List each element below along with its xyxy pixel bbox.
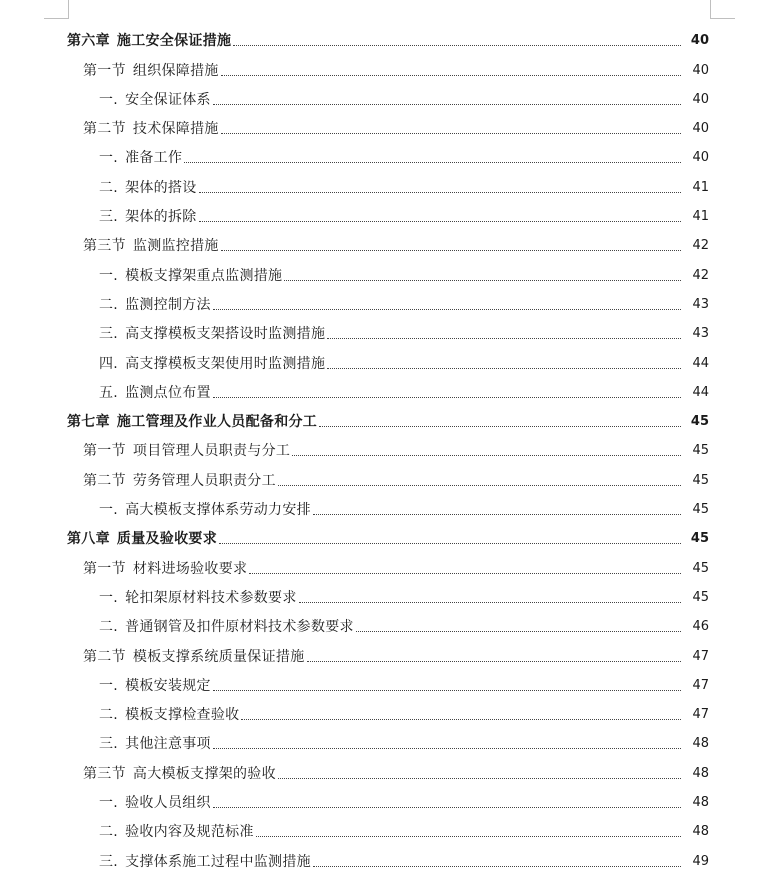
toc-entry-number: 三.: [99, 853, 119, 870]
toc-chapter-entry[interactable]: [0, 21, 777, 50]
toc-entry-label: [99, 91, 211, 109]
dot-leader: [299, 601, 681, 603]
toc-entry-number: 一.: [99, 677, 119, 694]
toc-page-number: 43: [692, 296, 709, 312]
toc-entry-label: [83, 62, 219, 80]
toc-entry-label: [83, 442, 290, 460]
toc-subsection-entry[interactable]: [0, 490, 777, 519]
toc-entry-label: [99, 325, 325, 343]
toc-entry-title: 高大模板支撑体系劳动力安排: [125, 502, 311, 519]
toc-entry-number: 第八章: [67, 531, 110, 548]
toc-entry-number: 第六章: [67, 33, 110, 50]
dot-leader: [199, 220, 681, 222]
toc-subsection-entry[interactable]: [0, 666, 777, 695]
dot-leader: [313, 513, 681, 515]
toc-entry-label: [83, 472, 276, 490]
page-corner-mark-left: [44, 0, 69, 19]
toc-subsection-entry[interactable]: [0, 373, 777, 402]
toc-entry-number: 二.: [99, 707, 119, 724]
toc-section-entry[interactable]: [0, 109, 777, 138]
toc-section-entry[interactable]: [0, 460, 777, 489]
dot-leader: [284, 279, 681, 281]
toc-entry-label: [99, 355, 325, 373]
toc-page-number: 40: [692, 62, 709, 78]
toc-page-number: 40: [690, 33, 709, 49]
toc-entry-label: [99, 208, 197, 226]
toc-entry-number: 一.: [99, 589, 119, 606]
toc-entry-title: 高大模板支撑架的验收: [132, 765, 276, 782]
toc-page-number: 44: [692, 355, 709, 371]
toc-entry-title: 支撑体系施工过程中监测措施: [125, 853, 311, 870]
toc-section-entry[interactable]: [0, 50, 777, 79]
toc-entry-label: [99, 706, 239, 724]
toc-entry-number: 三.: [99, 326, 119, 343]
dot-leader: [221, 249, 681, 251]
toc-entry-label: [99, 149, 182, 167]
dot-leader: [241, 718, 681, 720]
toc-entry-title: 项目管理人员职责与分工: [132, 443, 291, 460]
toc-entry-title: 施工安全保证措施: [116, 33, 232, 50]
toc-entry-title: 模板支撑架重点监测措施: [125, 267, 283, 284]
toc-page-number: 49: [692, 853, 709, 869]
toc-subsection-entry[interactable]: [0, 255, 777, 284]
toc-entry-title: 轮扣架原材料技术参数要求: [125, 589, 297, 606]
toc-entry-title: 监测监控措施: [132, 238, 219, 255]
toc-entry-number: 第三节: [83, 238, 126, 255]
toc-entry-title: 监测点位布置: [125, 384, 211, 401]
dot-leader: [278, 777, 681, 779]
toc-page-number: 47: [692, 648, 709, 664]
toc-section-entry[interactable]: [0, 753, 777, 782]
toc-entry-title: 高支撑模板支架使用时监测措施: [125, 355, 326, 372]
toc-entry-title: 模板安装规定: [125, 677, 211, 694]
dot-leader: [256, 835, 681, 837]
toc-entry-number: 二.: [99, 179, 119, 196]
dot-leader: [327, 337, 681, 339]
dot-leader: [213, 689, 681, 691]
toc-page-number: 45: [690, 531, 709, 547]
toc-entry-number: 第二节: [83, 472, 126, 489]
toc-section-entry[interactable]: [0, 431, 777, 460]
toc-page-number: 44: [692, 384, 709, 400]
dot-leader: [307, 660, 681, 662]
toc-page-number: 42: [692, 267, 709, 283]
toc-entry-number: 四.: [99, 355, 119, 372]
toc-entry-number: 一.: [99, 795, 119, 812]
toc-entry-number: 二.: [99, 296, 119, 313]
toc-entry-number: 一.: [99, 502, 119, 519]
toc-entry-number: 第一节: [83, 560, 126, 577]
dot-leader: [184, 161, 681, 163]
toc-page-number: 40: [692, 91, 709, 107]
toc-entry-title: 材料进场验收要求: [132, 560, 248, 577]
toc-subsection-entry[interactable]: [0, 607, 777, 636]
toc-entry-number: 一.: [99, 150, 119, 167]
toc-entry-number: 第三节: [83, 765, 126, 782]
toc-page-number: 45: [692, 472, 709, 488]
dot-leader: [313, 865, 681, 867]
toc-page-number: 48: [692, 736, 709, 752]
toc-entry-label: [99, 823, 254, 841]
toc-section-entry[interactable]: [0, 636, 777, 665]
dot-leader: [221, 74, 681, 76]
toc-section-entry[interactable]: [0, 226, 777, 255]
toc-entry-label: [99, 179, 197, 197]
toc-entry-title: 架体的搭设: [125, 179, 197, 196]
toc-entry-label: [99, 794, 211, 812]
toc-entry-title: 质量及验收要求: [116, 531, 218, 548]
toc-page-number: 48: [692, 765, 709, 781]
toc-entry-number: 第一节: [83, 443, 126, 460]
toc-entry-label: [83, 237, 219, 255]
toc-entry-number: 五.: [99, 384, 119, 401]
toc-entry-label: [99, 501, 311, 519]
toc-page-number: 45: [692, 502, 709, 518]
toc-entry-title: 模板支撑检查验收: [125, 707, 240, 724]
toc-entry-title: 劳务管理人员职责分工: [132, 472, 276, 489]
toc-entry-label: [83, 120, 219, 138]
toc-page-number: 40: [692, 150, 709, 166]
dot-leader: [213, 103, 681, 105]
toc-entry-label: [83, 560, 247, 578]
toc-page-number: 45: [692, 589, 709, 605]
toc-entry-title: 验收内容及规范标准: [125, 824, 254, 841]
toc-entry-title: 组织保障措施: [132, 62, 219, 79]
dot-leader: [213, 747, 681, 749]
toc-entry-number: 三.: [99, 209, 119, 226]
toc-entry-title: 验收人员组织: [125, 795, 211, 812]
toc-entry-label: [83, 765, 276, 783]
toc-entry-title: 监测控制方法: [125, 296, 211, 313]
toc-subsection-entry[interactable]: [0, 343, 777, 372]
toc-page-number: 47: [692, 707, 709, 723]
toc-subsection-entry[interactable]: [0, 80, 777, 109]
toc-page-number: 45: [690, 414, 709, 430]
toc-chapter-entry[interactable]: [0, 519, 777, 548]
toc-page-number: 48: [692, 824, 709, 840]
toc-page-number: 41: [692, 209, 709, 225]
dot-leader: [213, 308, 681, 310]
toc-entry-number: 三.: [99, 736, 119, 753]
toc-page-number: 45: [692, 443, 709, 459]
dot-leader: [213, 806, 681, 808]
toc-entry-title: 普通钢管及扣件原材料技术参数要求: [125, 619, 354, 636]
toc-section-entry[interactable]: [0, 548, 777, 577]
toc-subsection-entry[interactable]: [0, 841, 777, 870]
toc-subsection-entry[interactable]: [0, 197, 777, 226]
toc-page-number: 46: [692, 619, 709, 635]
page-corner-mark-right: [710, 0, 735, 19]
dot-leader: [213, 396, 681, 398]
dot-leader: [292, 454, 681, 456]
toc-subsection-entry[interactable]: [0, 578, 777, 607]
toc-entry-title: 其他注意事项: [125, 736, 211, 753]
toc-entry-title: 模板支撑系统质量保证措施: [132, 648, 305, 665]
toc-entry-label: [99, 735, 211, 753]
toc-page-number: 48: [692, 795, 709, 811]
toc-entry-number: 一.: [99, 267, 119, 284]
toc-page-number: 42: [692, 238, 709, 254]
dot-leader: [278, 484, 681, 486]
dot-leader: [219, 542, 681, 544]
toc-page-number: 40: [692, 121, 709, 137]
toc-entry-label: [67, 413, 317, 431]
dot-leader: [233, 44, 681, 46]
toc-entry-number: 第二节: [83, 648, 126, 665]
toc-page-number: 41: [692, 179, 709, 195]
toc-entry-label: [83, 648, 305, 666]
toc-entry-label: [67, 530, 217, 548]
toc-entry-label: [99, 677, 211, 695]
toc-entry-number: 第七章: [67, 414, 110, 431]
toc-subsection-entry[interactable]: [0, 285, 777, 314]
toc-subsection-entry[interactable]: [0, 695, 777, 724]
toc-chapter-entry[interactable]: [0, 402, 777, 431]
dot-leader: [249, 572, 681, 574]
toc-entry-number: 一.: [99, 91, 119, 108]
toc-subsection-entry[interactable]: [0, 724, 777, 753]
toc-entry-title: 技术保障措施: [132, 121, 219, 138]
toc-entry-label: [67, 32, 231, 50]
dot-leader: [221, 132, 681, 134]
toc-subsection-entry[interactable]: [0, 314, 777, 343]
toc-entry-label: [99, 296, 211, 314]
toc-subsection-entry[interactable]: [0, 783, 777, 812]
toc-entry-label: [99, 267, 282, 285]
toc-entry-title: 施工管理及作业人员配备和分工: [116, 414, 318, 431]
toc-page-number: 45: [692, 560, 709, 576]
toc-entry-number: 第一节: [83, 62, 126, 79]
dot-leader: [199, 191, 681, 193]
toc-subsection-entry[interactable]: [0, 812, 777, 841]
dot-leader: [319, 425, 681, 427]
toc-entry-number: 二.: [99, 824, 119, 841]
toc-entry-title: 安全保证体系: [125, 91, 211, 108]
toc-entry-title: 架体的拆除: [125, 209, 197, 226]
toc-entry-title: 准备工作: [125, 150, 183, 167]
dot-leader: [327, 367, 681, 369]
toc-subsection-entry[interactable]: [0, 167, 777, 196]
toc-entry-label: [99, 618, 354, 636]
toc-entry-number: 二.: [99, 619, 119, 636]
dot-leader: [356, 630, 681, 632]
toc-entry-title: 高支撑模板支架搭设时监测措施: [125, 326, 326, 343]
toc-page-number: 47: [692, 677, 709, 693]
table-of-contents: [0, 21, 777, 871]
toc-entry-label: [99, 384, 211, 402]
toc-subsection-entry[interactable]: [0, 138, 777, 167]
toc-entry-label: [99, 589, 297, 607]
toc-page-number: 43: [692, 326, 709, 342]
toc-entry-number: 第二节: [83, 121, 126, 138]
